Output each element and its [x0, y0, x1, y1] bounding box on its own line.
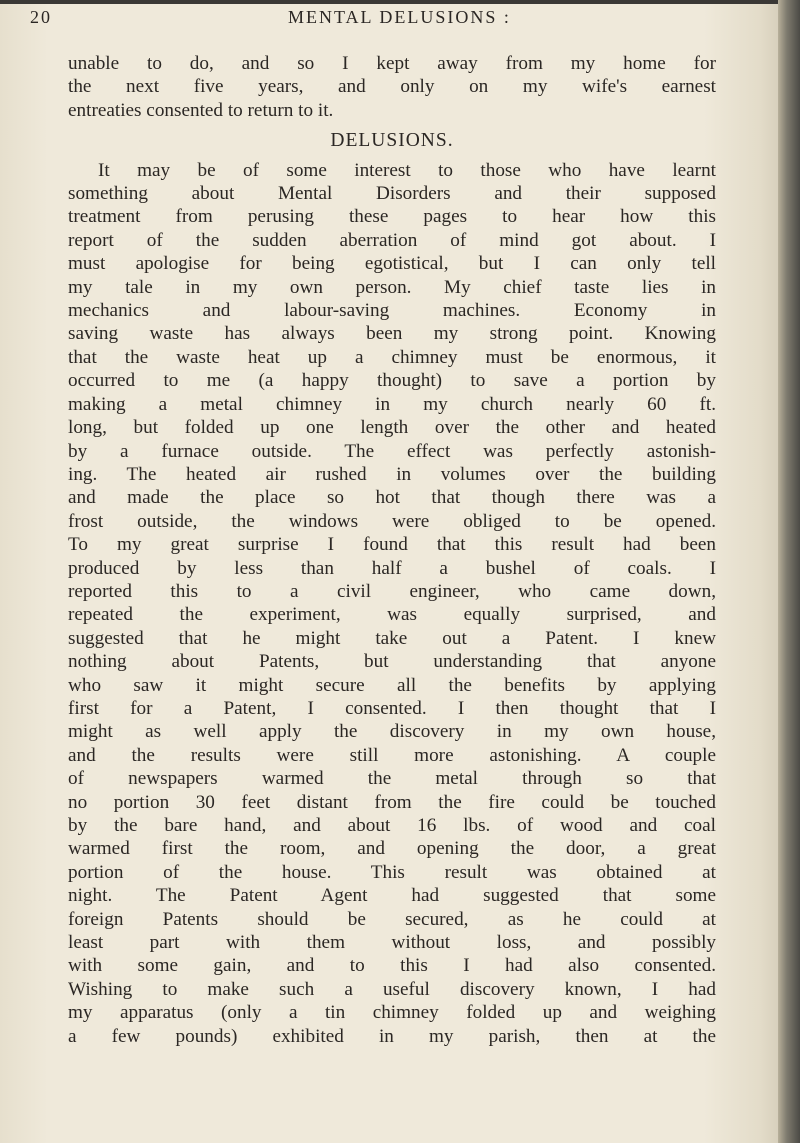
section-heading: DELUSIONS.: [330, 130, 454, 152]
text-line: nothing about Patents, but understanding that anyone: [68, 651, 716, 673]
text-line: the next five years, and only on my wife's earnest: [68, 76, 716, 98]
text-line: long, but folded up one length over the other and heated: [68, 417, 716, 439]
text-line: treatment from perusing these pages to hear how this: [68, 206, 716, 228]
text-line: by a furnace outside. The effect was perfectly astonish-: [68, 440, 716, 462]
text-line: produced by less than half a bushel of coals. I: [68, 557, 716, 579]
text-line: ing. The heated air rushed in volumes over the building: [68, 463, 716, 485]
text-line: portion of the house. This result was obtained at: [68, 861, 716, 883]
text-line: a few pounds) exhibited in my parish, then at the: [68, 1025, 716, 1047]
text-line: must apologise for being egotistical, but I can only tell: [68, 253, 716, 275]
text-line: suggested that he might take out a Patent. I knew: [68, 627, 716, 649]
text-line: unable to do, and so I kept away from my home for: [68, 53, 716, 74]
text-line: To my great surprise I found that this result had been: [68, 534, 716, 556]
text-line: no portion 30 feet distant from the fire could be touched: [68, 791, 716, 813]
page-header: [30, 4, 770, 34]
main-paragraph: [68, 159, 716, 1048]
text-line: saving waste has always been my strong point. Knowing: [68, 323, 716, 345]
text-line: frost outside, the windows were obliged to be opened.: [68, 510, 716, 532]
text-line: Wishing to make such a useful discovery known, I had: [68, 978, 716, 1000]
text-line: might as well apply the discovery in my own house,: [68, 721, 716, 743]
text-line: my tale in my own person. My chief taste lies in: [68, 276, 716, 298]
text-line: least part with them without loss, and possibly: [68, 932, 716, 954]
text-line: reported this to a civil engineer, who came down,: [68, 580, 716, 602]
text-line: warmed first the room, and opening the door, a great: [68, 838, 716, 860]
page-number: 20: [30, 7, 52, 27]
text-line: making a metal chimney in my church nearly 60 ft.: [68, 393, 716, 415]
body-text: [68, 52, 716, 1048]
text-line: something about Mental Disorders and their supposed: [68, 183, 716, 205]
text-line: report of the sudden aberration of mind got about. I: [68, 229, 716, 251]
intro-paragraph: [68, 52, 716, 122]
text-line: my apparatus (only a tin chimney folded up and weighing: [68, 1002, 716, 1024]
text-line: mechanics and labour-saving machines. Economy in: [68, 300, 716, 322]
text-line: and the results were still more astonishing. A couple: [68, 744, 716, 766]
page-edge-shadow: [778, 0, 800, 1143]
text-line: repeated the experiment, was equally surprised, and: [68, 604, 716, 626]
text-line: of newspapers warmed the metal through so that: [68, 768, 716, 790]
text-line: with some gain, and to this I had also consented.: [68, 955, 716, 977]
text-line: who saw it might secure all the benefits by applying: [68, 674, 716, 696]
text-line: by the bare hand, and about 16 lbs. of wood and coal: [68, 815, 716, 836]
text-line: and made the place so hot that though there was a: [68, 487, 716, 509]
text-line: foreign Patents should be secured, as he could at: [68, 908, 716, 930]
text-line: entreaties consented to return to it.: [68, 99, 334, 121]
text-line: occurred to me (a happy thought) to save a portion by: [68, 370, 716, 392]
text-line: that the waste heat up a chimney must be enormous, it: [68, 346, 716, 368]
running-head: MENTAL DELUSIONS :: [288, 7, 511, 27]
text-line: first for a Patent, I consented. I then thought that I: [68, 697, 716, 719]
text-line: It may be of some interest to those who have learnt: [98, 159, 716, 181]
text-line: night. The Patent Agent had suggested that some: [68, 885, 716, 907]
